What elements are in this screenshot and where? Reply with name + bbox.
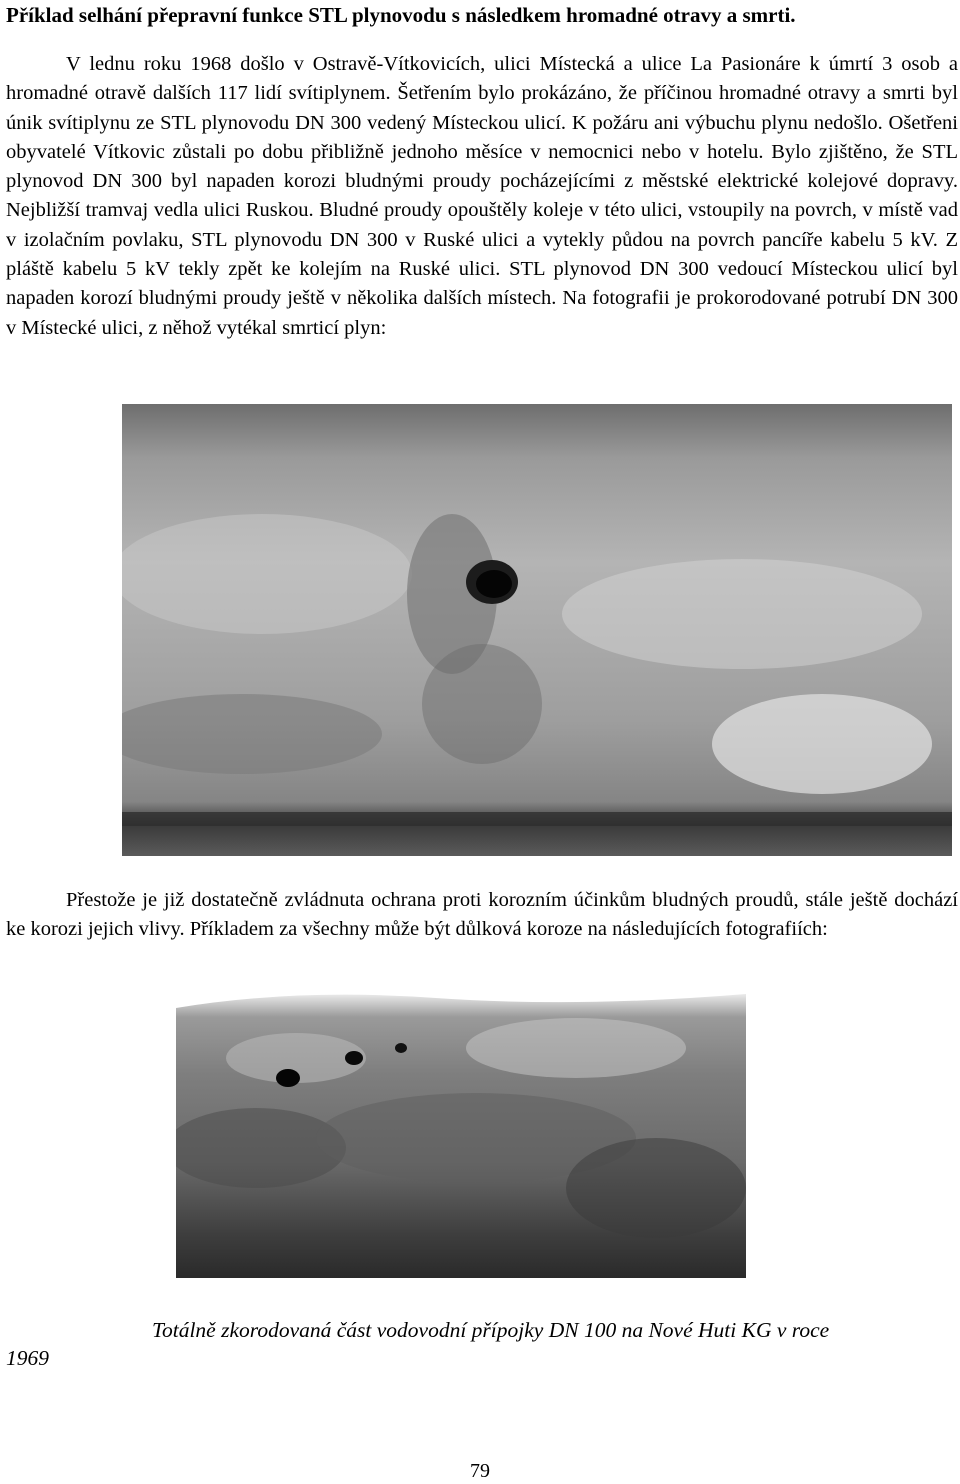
- page-number: 79: [470, 1460, 490, 1482]
- corroded-pipe-photo-dn300: [122, 404, 952, 856]
- page-heading: Příklad selhání přepravní funkce STL plynovodu s následkem hromadné otravy a smrti.: [6, 3, 796, 27]
- photo-caption-year: 1969: [6, 1346, 49, 1370]
- paragraph-stray-current-corrosion: Přestože je již dostatečně zvládnuta ochrana proti korozním účinkům bludných proudů, stále ještě dochází ke korozi jejich vlivy. Příkladem za všechny může být důlková koroze na následujících fotografiích:: [6, 889, 958, 941]
- paragraph-gas-poisoning: V lednu roku 1968 došlo v Ostravě-Vítkovicích, ulici Místecká a ulice La Pasionáre k úmrtí 3 osob a hromadné otravě dalších 117 lidí svítiplynem. Šetřením bylo prokázáno, že příčinou hromadné otravy a smrti byl únik svítiplynu ze STL plynovodu DN 300 vedený Místeckou ulicí. K požáru ani výbuchu plynu nedošlo. Ošetřeni obyvatelé Vítkovic zůstali po dobu přibližně jednoho měsíce v nemocnici nebo v hotelu. Bylo zjištěno, že STL plynovod DN 300 byl napaden korozi bludnými proudy pocházejícími z městské elektrické kolejové dopravy. Nejbližší tramvaj vedla ulici Ruskou. Bludné proudy opouštěly koleje v této ulici, vstoupily na povrch, v místě vad v izolačním povlaku, STL plynovodu DN 300 v Ruské ulici a vytekly půdou na povrch pancíře kabelu 5 kV. Z pláště kabelu 5 kV tekly zpět ke kolejím na Ruské ulici. STL plynovod DN 300 vedoucí Místeckou ulicí byl napaden korozí bludnými proudy ještě v několika dalších místech. Na fotografii je prokorodované potrubí DN 300 v Místecké ulici, z něhož vytékal smrticí plyn:: [6, 53, 958, 339]
- corroded-water-pipe-photo-dn100: [176, 988, 746, 1278]
- photo-caption: Totálně zkorodovaná část vodovodní přípojky DN 100 na Nové Huti KG v roce: [152, 1318, 830, 1342]
